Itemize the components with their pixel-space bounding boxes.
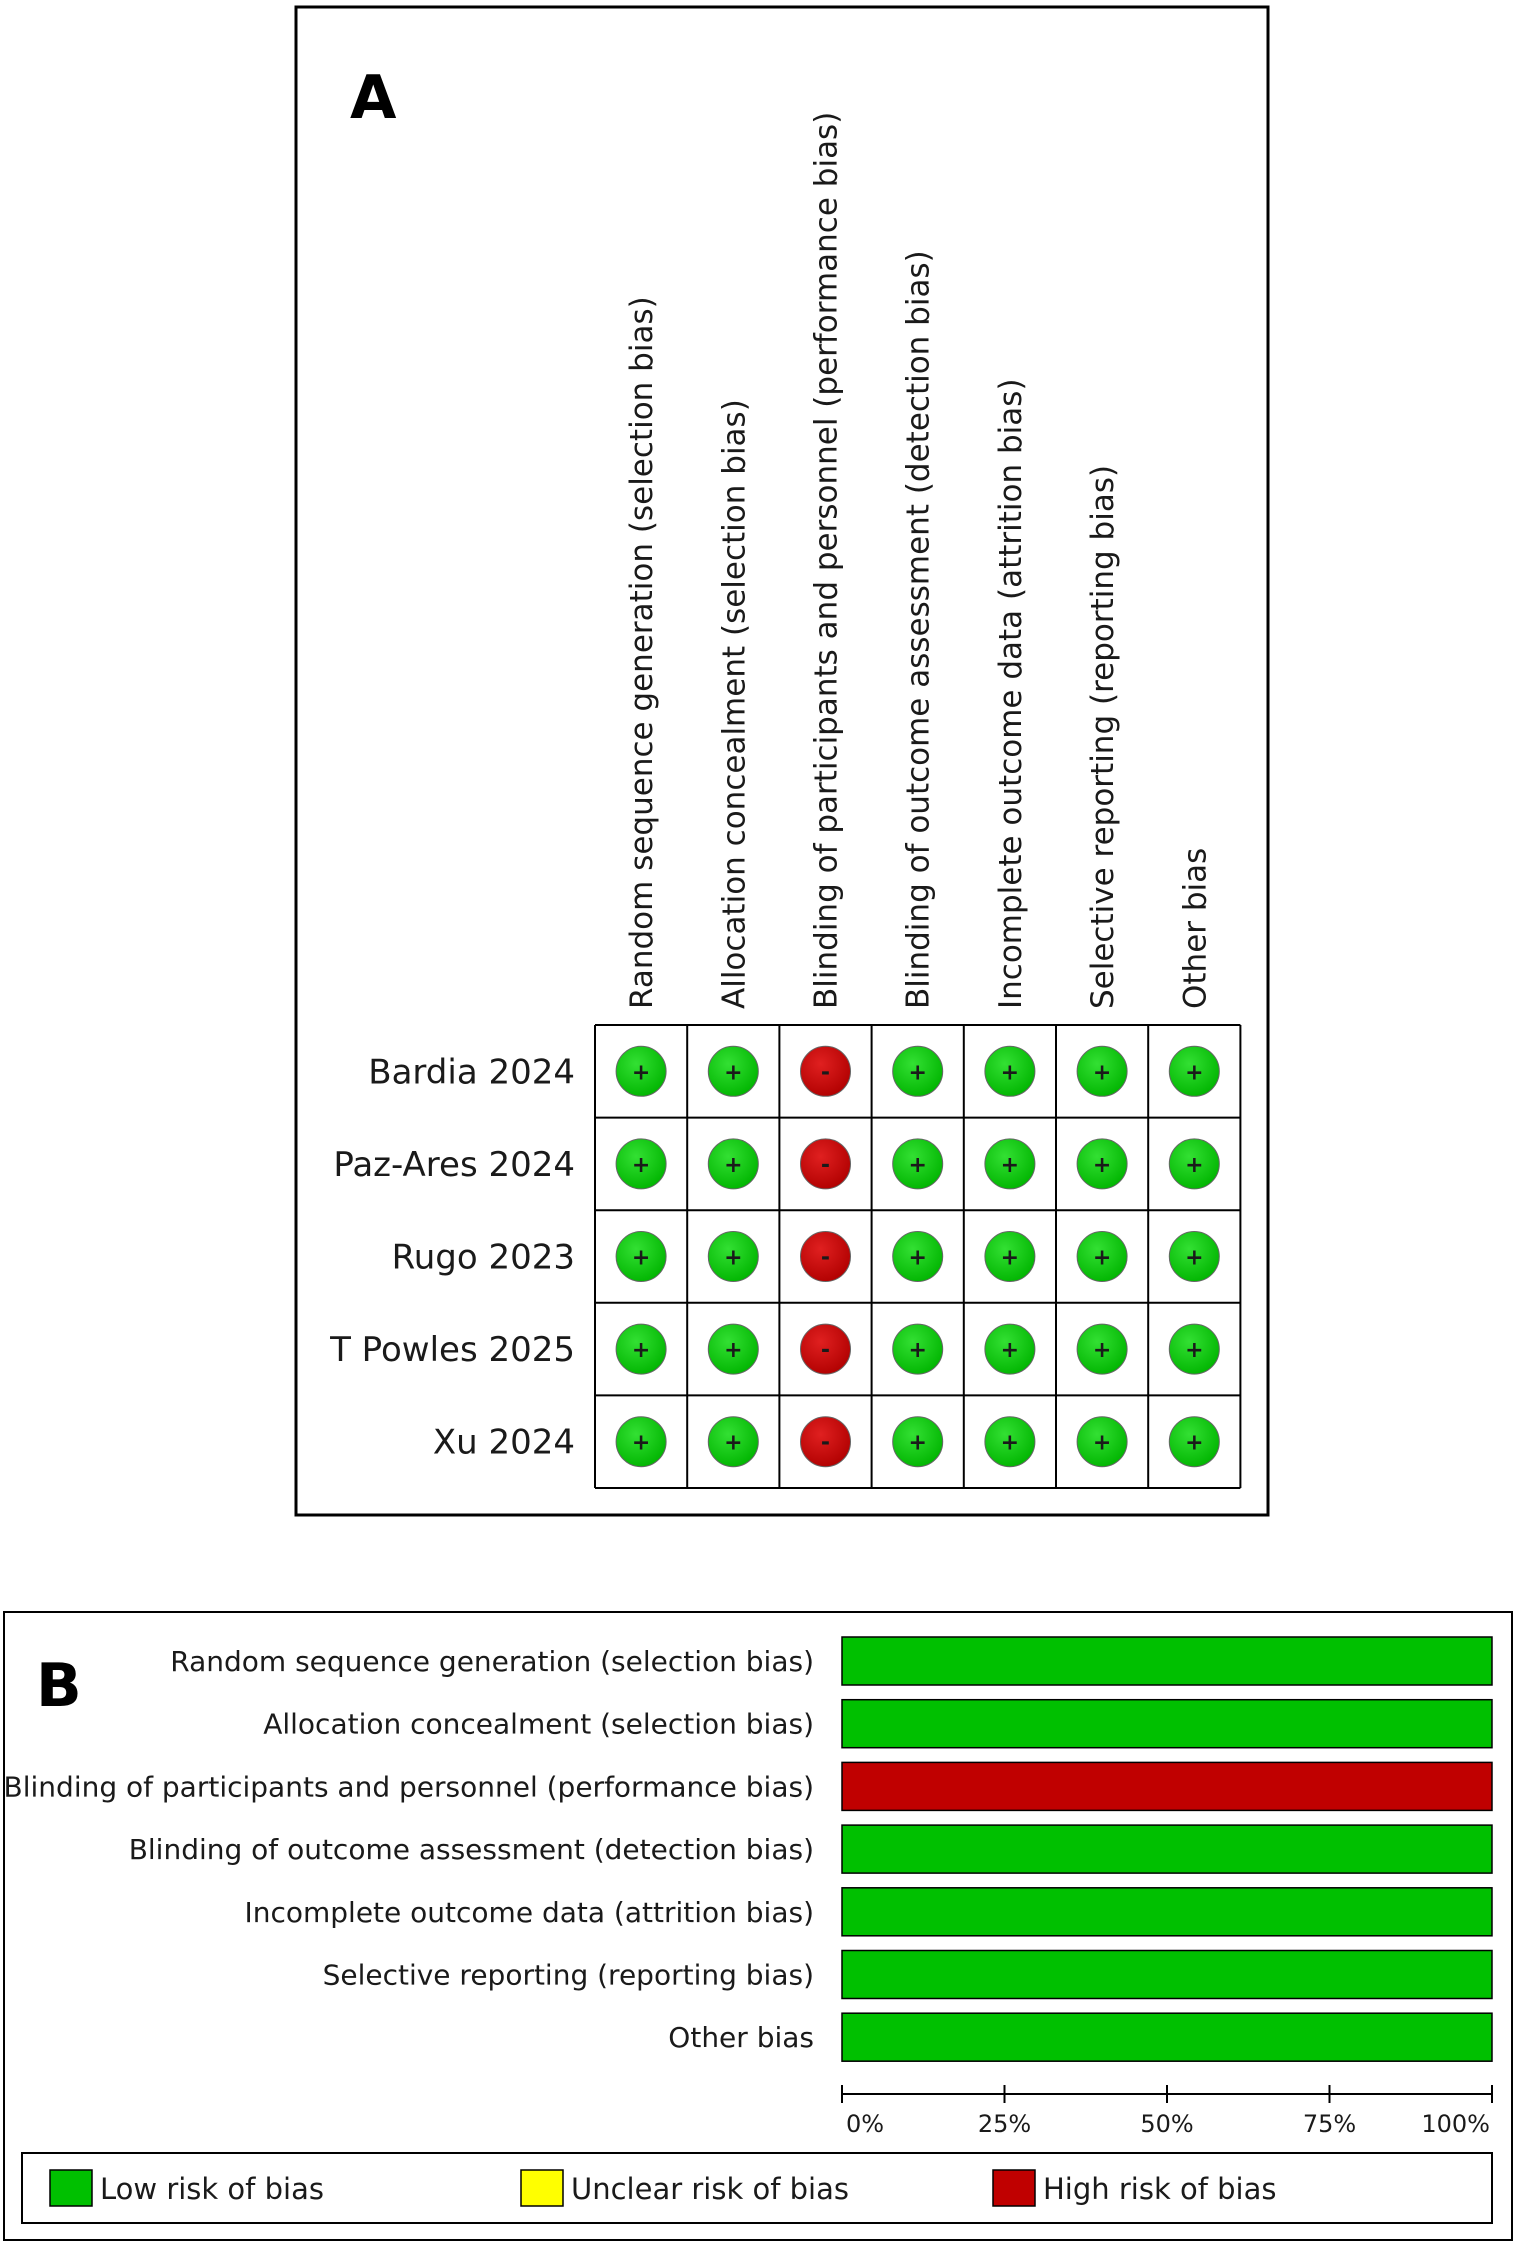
- domain-label: Selective reporting (reporting bias): [1085, 464, 1122, 1009]
- judgement-symbol: -: [820, 1152, 831, 1178]
- domain-label: Blinding of participants and personnel (performance bias): [808, 111, 845, 1009]
- judgement-symbol: +: [908, 1245, 927, 1271]
- judgement-symbol: -: [820, 1338, 831, 1364]
- judgement-symbol: +: [1000, 1152, 1020, 1178]
- judgement-symbol: +: [1092, 1060, 1112, 1086]
- judgement-symbol: +: [1185, 1430, 1204, 1456]
- judgement-symbol: +: [908, 1338, 927, 1364]
- judgement-symbol: +: [1185, 1152, 1204, 1178]
- legend-label: High risk of bias: [1043, 2172, 1277, 2206]
- bar-segment: [842, 1762, 1492, 1810]
- judgement-symbol: +: [724, 1338, 743, 1364]
- bar-category-labels: [4, 1645, 814, 2054]
- bars: [842, 1637, 1492, 2061]
- judgement-symbol: +: [724, 1060, 743, 1086]
- bar-segment: [842, 1951, 1492, 1999]
- judgement-symbol: +: [631, 1060, 651, 1086]
- domain-label: Other bias: [1177, 847, 1214, 1009]
- judgement-symbol: -: [820, 1060, 831, 1086]
- judgement-symbol: +: [1092, 1338, 1112, 1364]
- judgement-symbol: +: [724, 1430, 743, 1456]
- judgement-symbol: +: [1185, 1338, 1204, 1364]
- domain-label: Blinding of outcome assessment (detection bias): [900, 250, 937, 1009]
- judgement-symbol: +: [1092, 1245, 1112, 1271]
- domain-label: Incomplete outcome data (attrition bias): [992, 378, 1029, 1009]
- x-tick-label: 100%: [1421, 2110, 1490, 2138]
- judgement-symbol: +: [631, 1152, 651, 1178]
- study-label: Xu 2024: [432, 1422, 575, 1463]
- bar-category-label: Allocation concealment (selection bias): [263, 1707, 814, 1741]
- judgement-symbol: +: [1000, 1245, 1020, 1271]
- judgement-symbol: +: [908, 1152, 927, 1178]
- study-label: T Powles 2025: [330, 1330, 575, 1371]
- judgement-symbol: +: [1000, 1060, 1020, 1086]
- x-tick-label: 25%: [977, 2110, 1032, 2138]
- judgement-symbol: +: [631, 1245, 651, 1271]
- judgement-symbol: +: [908, 1430, 927, 1456]
- x-tick-label: 75%: [1302, 2110, 1357, 2138]
- bar-category-label: Blinding of participants and personnel (performance bias): [3, 1770, 814, 1804]
- bar-segment: [842, 2013, 1492, 2061]
- x-tick-label: 0%: [846, 2110, 885, 2138]
- panel-b-letter: B: [36, 1651, 82, 1721]
- bar-category-label: Blinding of outcome assessment (detection bias): [128, 1833, 814, 1867]
- x-axis: [842, 2085, 1492, 2138]
- judgement-symbol: +: [1092, 1430, 1112, 1456]
- domain-label: Random sequence generation (selection bias): [624, 296, 661, 1009]
- study-label: Rugo 2023: [391, 1237, 575, 1278]
- judgement-symbol: -: [820, 1245, 831, 1271]
- panel-b: [4, 1612, 1512, 2240]
- bar-category-label: Selective reporting (reporting bias): [322, 1958, 814, 1992]
- judgement-symbol: +: [908, 1060, 927, 1086]
- legend-label: Low risk of bias: [100, 2172, 324, 2206]
- judgement-symbol: +: [631, 1338, 651, 1364]
- bar-segment: [842, 1637, 1492, 1685]
- study-labels: [329, 1052, 575, 1462]
- study-label: Paz-Ares 2024: [333, 1144, 575, 1185]
- judgement-symbol: -: [820, 1430, 831, 1456]
- bar-segment: [842, 1700, 1492, 1748]
- judgement-grid: [595, 1025, 1240, 1488]
- judgement-symbol: +: [1000, 1338, 1020, 1364]
- legend-swatch: [521, 2170, 563, 2206]
- bar-segment: [842, 1888, 1492, 1936]
- legend-swatch: [993, 2170, 1035, 2206]
- judgement-symbol: +: [1185, 1060, 1204, 1086]
- legend-swatch: [50, 2170, 92, 2206]
- judgement-symbol: +: [631, 1430, 651, 1456]
- bar-category-label: Random sequence generation (selection bias): [170, 1645, 814, 1678]
- legend-label: Unclear risk of bias: [571, 2172, 849, 2206]
- judgement-symbol: +: [1092, 1152, 1112, 1178]
- bar-category-label: Incomplete outcome data (attrition bias): [244, 1895, 814, 1929]
- study-label: Bardia 2024: [368, 1052, 575, 1093]
- panel-a-letter: A: [350, 63, 397, 133]
- bar-segment: [842, 1825, 1492, 1873]
- panel-a: [296, 7, 1268, 1515]
- legend: [22, 2153, 1492, 2223]
- domain-label: Allocation concealment (selection bias): [716, 399, 753, 1009]
- x-tick-label: 50%: [1140, 2110, 1194, 2138]
- judgement-symbol: +: [724, 1152, 743, 1178]
- judgement-symbol: +: [724, 1245, 743, 1271]
- domain-labels: [624, 112, 1213, 1009]
- judgement-symbol: +: [1185, 1245, 1204, 1271]
- bar-category-label: Other bias: [668, 2021, 814, 2055]
- judgement-symbol: +: [1000, 1430, 1020, 1456]
- panel-a-frame: [296, 7, 1268, 1515]
